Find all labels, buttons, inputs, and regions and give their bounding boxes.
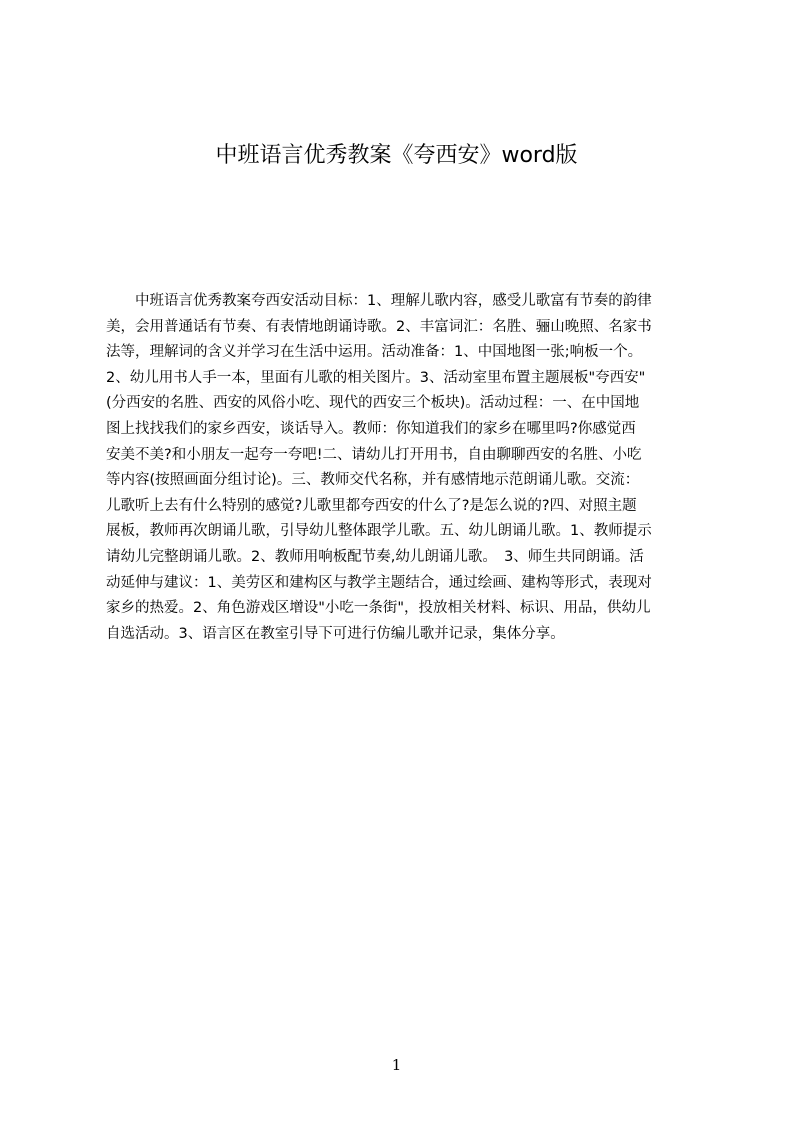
- body-line: 中班语言优秀教案夸西安活动目标：1、理解儿歌内容，感受儿歌富有节奏的韵律: [135, 293, 652, 309]
- document-body: [106, 289, 698, 647]
- body-line: 法等，理解词的含义并学习在生活中运用。活动准备：1、中国地图一张;响板一个。: [106, 344, 643, 361]
- body-line: 等内容(按照画面分组讨论)。三、教师交代名称，并有感情地示范朗诵儿歌。交流：: [106, 472, 640, 489]
- body-line: 图上找找我们的家乡西安，谈话导入。教师：你知道我们的家乡在哪里吗?你感觉西: [106, 420, 636, 437]
- body-line: 家乡的热爱。2、角色游戏区增设"小吃一条街"，投放相关材料、标识、用品，供幼儿: [106, 600, 651, 617]
- body-line: 动延伸与建议：1、美劳区和建构区与教学主题结合，通过绘画、建构等形式，表现对: [106, 574, 652, 591]
- page-number: 1: [391, 1056, 402, 1074]
- body-line: 美，会用普通话有节奏、有表情地朗诵诗歌。2、丰富词汇：名胜、骊山晚照、名家书: [106, 318, 652, 335]
- body-line: 2、幼儿用书人手一本，里面有儿歌的相关图片。3、活动室里布置主题展板"夸西安": [106, 369, 646, 386]
- body-line: 儿歌听上去有什么特别的感觉?儿歌里都夸西安的什么了?是怎么说的?四、对照主题: [106, 497, 637, 514]
- body-line: 展板，教师再次朗诵儿歌，引导幼儿整体跟学儿歌。五、幼儿朗诵儿歌。1、教师提示: [106, 523, 652, 540]
- body-line: 自选活动。3、语言区在教室引导下可进行仿编儿歌并记录，集体分享。: [106, 625, 565, 642]
- document-title: 中班语言优秀教案《夸西安》word版: [215, 143, 578, 168]
- body-line: 请幼儿完整朗诵儿歌。2、教师用响板配节奏,幼儿朗诵儿歌。 3、师生共同朗诵。活: [106, 548, 644, 565]
- body-line: 安美不美?和小朋友一起夸一夸吧!二、请幼儿打开用书，自由聊聊西安的名胜、小吃: [106, 446, 642, 463]
- body-line: (分西安的名胜、西安的风俗小吃、现代的西安三个板块)。活动过程：一、在中国地: [106, 395, 640, 412]
